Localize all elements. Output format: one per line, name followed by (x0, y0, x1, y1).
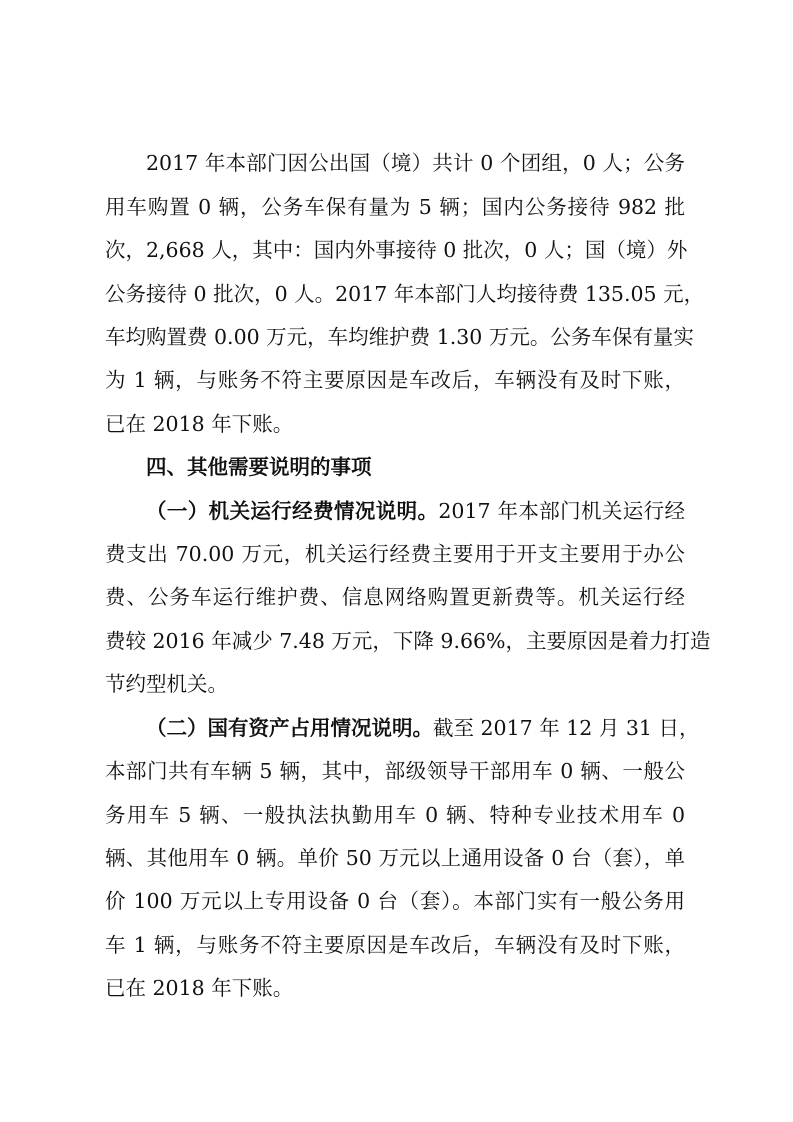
paragraph-line: 费较 2016 年减少 7.48 万元，下降 9.66%，主要原因是着力打造 (105, 629, 711, 653)
subsection-title: （二）国有资产占用情况说明。 (146, 716, 433, 740)
paragraph-line (146, 501, 685, 522)
paragraph-line: 已在 2018 年下账。 (105, 976, 294, 1000)
paragraph-line: 车均购置费 0.00 万元，车均维护费 1.30 万元。公务车保有量实 (105, 325, 694, 349)
paragraph-line: 车 1 辆，与账务不符主要原因是车改后，车辆没有及时下账， (105, 933, 685, 957)
paragraph-text: 2017 年本部门机关运行经 (438, 499, 686, 523)
paragraph-line: 本部门共有车辆 5 辆，其中，部级领导干部用车 0 辆、一般公 (105, 759, 685, 783)
paragraph-line: 为 1 辆，与账务不符主要原因是车改后，车辆没有及时下账， (105, 368, 685, 392)
paragraph-line (146, 716, 700, 740)
paragraph-line: 费支出 70.00 万元，机关运行经费主要用于开支主要用于办公 (105, 542, 685, 566)
paragraph-text: 截至 2017 年 12 月 31 日， (433, 716, 700, 740)
paragraph-line: 次，2,668 人，其中：国内外事接待 0 批次，0 人；国（境）外 (105, 238, 688, 262)
paragraph-line: 价 100 万元以上专用设备 0 台（套）。本部门实有一般公务用 (105, 889, 685, 913)
paragraph-line: 费、公务车运行维护费、信息网络购置更新费等。机关运行经 (105, 585, 685, 609)
paragraph-line: 辆、其他用车 0 辆。单价 50 万元以上通用设备 0 台（套），单 (105, 846, 685, 870)
paragraph-line: 2017 年本部门因公出国（境）共计 0 个团组，0 人；公务 (146, 151, 685, 175)
subsection-title: （一）机关运行经费情况说明。 (146, 499, 439, 523)
section-heading: 四、其他需要说明的事项 (146, 455, 372, 479)
paragraph-line: 务用车 5 辆、一般执法执勤用车 0 辆、特种专业技术用车 0 (105, 803, 685, 827)
paragraph-line: 公务接待 0 批次，0 人。2017 年本部门人均接待费 135.05 元， (105, 282, 705, 306)
paragraph-line: 用车购置 0 辆，公务车保有量为 5 辆；国内公务接待 982 批 (105, 195, 685, 219)
paragraph-line: 已在 2018 年下账。 (105, 412, 294, 436)
paragraph-line: 节约型机关。 (105, 672, 228, 696)
